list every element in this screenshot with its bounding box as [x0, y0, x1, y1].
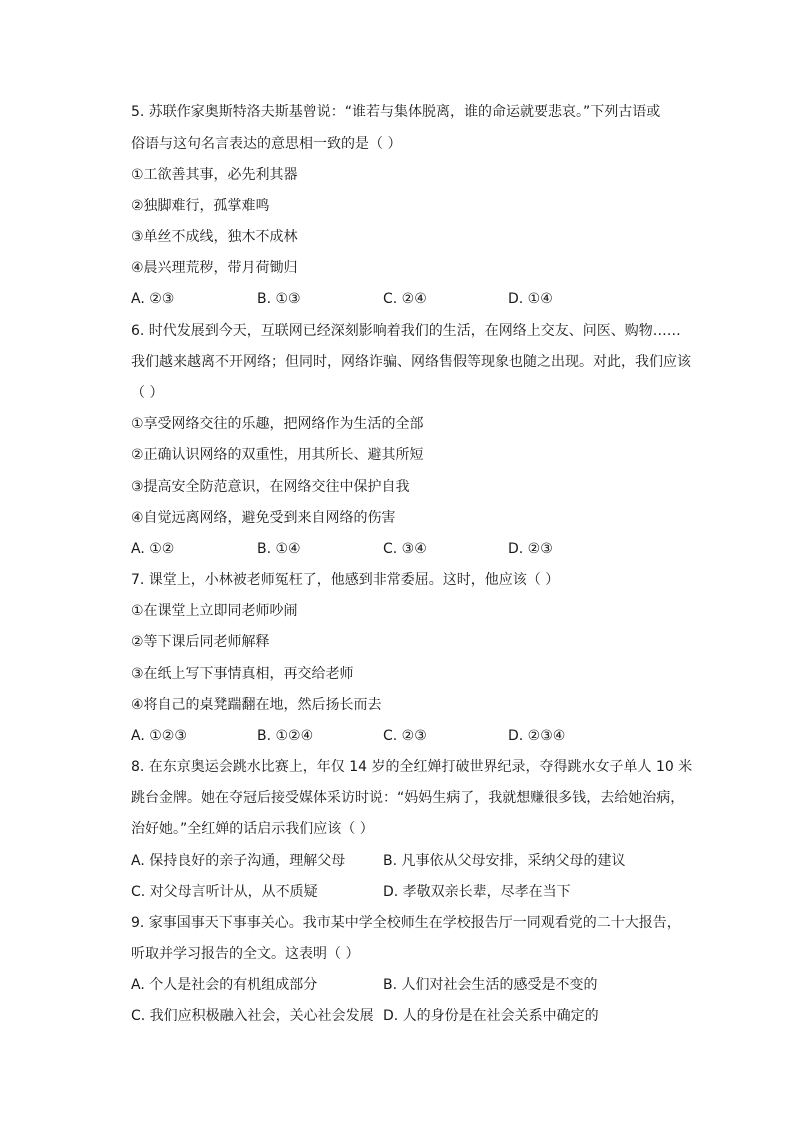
question-5-stem-line-2: 俗语与这句名言表达的意思相一致的是（ ） — [131, 136, 402, 152]
question-9-stem-line-1: 9. 家事国事天下事事关心。我市某中学全校师生在学校报告厅一同观看党的二十大报告， — [131, 915, 681, 931]
question-5-option-d: D. ①④ — [508, 291, 553, 307]
question-7-option-a: A. ①②③ — [131, 728, 187, 744]
question-9-option-c: C. 我们应积极融入社会，关心社会发展 — [131, 1008, 374, 1024]
question-5-option-a: A. ②③ — [131, 291, 175, 307]
question-6-item-1: ①享受网络交往的乐趣，把网络作为生活的全部 — [131, 416, 424, 432]
question-5-option-b: B. ①③ — [257, 291, 301, 307]
question-6-stem-line-2: 我们越来越离不开网络；但同时，网络诈骗、网络售假等现象也随之出现。对此，我们应该 — [131, 354, 691, 370]
question-8-option-b: B. 凡事依从父母安排，采纳父母的建议 — [383, 853, 626, 869]
question-5-item-1: ①工欲善其事，必先利其器 — [131, 167, 298, 183]
question-5-stem-line-1: 5. 苏联作家奥斯特洛夫斯基曾说：“谁若与集体脱离，谁的命运就要悲哀。”下列古语或 — [131, 104, 661, 120]
question-7-item-4: ④将自己的桌凳踹翻在地，然后扬长而去 — [131, 697, 382, 713]
question-5-option-c: C. ②④ — [383, 291, 427, 307]
question-6-option-b: B. ①④ — [257, 541, 301, 557]
question-7-item-1: ①在课堂上立即同老师吵闹 — [131, 603, 298, 619]
question-7-stem-line-1: 7. 课堂上，小林被老师冤枉了，他感到非常委屈。这时，他应该（ ） — [131, 572, 560, 588]
question-6-stem-line-1: 6. 时代发展到今天，互联网已经深刻影响着我们的生活，在网络上交友、问医、购物…… — [131, 323, 681, 339]
question-8-stem-line-1: 8. 在东京奥运会跳水比赛上，年仅 14 岁的全红婵打破世界纪录，夺得跳水女子单人 10 米 — [131, 759, 693, 775]
question-6-item-2: ②正确认识网络的双重性，用其所长、避其所短 — [131, 447, 424, 463]
question-5-item-2: ②独脚难行，孤掌难鸣 — [131, 198, 270, 214]
question-7-option-b: B. ①②④ — [257, 728, 314, 744]
question-7-item-3: ③在纸上写下事情真相，再交给老师 — [131, 666, 354, 682]
question-6-item-3: ③提高安全防范意识，在网络交往中保护自我 — [131, 479, 410, 495]
question-7-option-d: D. ②③④ — [508, 728, 566, 744]
question-6-option-c: C. ③④ — [383, 541, 427, 557]
question-7-option-c: C. ②③ — [383, 728, 427, 744]
question-8-option-a: A. 保持良好的亲子沟通，理解父母 — [131, 853, 346, 869]
question-5-item-3: ③单丝不成线，独木不成林 — [131, 229, 298, 245]
question-9-stem-line-2: 听取并学习报告的全文。这表明（ ） — [131, 946, 360, 962]
question-6-item-4: ④自觉远离网络，避免受到来自网络的伤害 — [131, 510, 396, 526]
question-9-option-d: D. 人的身份是在社会关系中确定的 — [383, 1008, 599, 1024]
question-5-item-4: ④晨兴理荒秽，带月荷锄归 — [131, 260, 298, 276]
question-7-item-2: ②等下课后同老师解释 — [131, 634, 270, 650]
question-8-option-d: D. 孝敬双亲长辈，尽孝在当下 — [383, 884, 571, 900]
question-8-stem-line-3: 治好她。”全红婵的话启示我们应该（ ） — [131, 821, 374, 837]
question-8-option-c: C. 对父母言听计从，从不质疑 — [131, 884, 318, 900]
question-6-stem-line-3: （ ） — [131, 385, 164, 401]
question-6-option-d: D. ②③ — [508, 541, 553, 557]
question-8-stem-line-2: 跳台金牌。她在夺冠后接受媒体采访时说：“妈妈生病了，我就想赚很多钱，去给她治病， — [131, 790, 685, 806]
question-6-option-a: A. ①② — [131, 541, 175, 557]
question-9-option-a: A. 个人是社会的有机组成部分 — [131, 977, 318, 993]
question-9-option-b: B. 人们对社会生活的感受是不变的 — [383, 977, 598, 993]
